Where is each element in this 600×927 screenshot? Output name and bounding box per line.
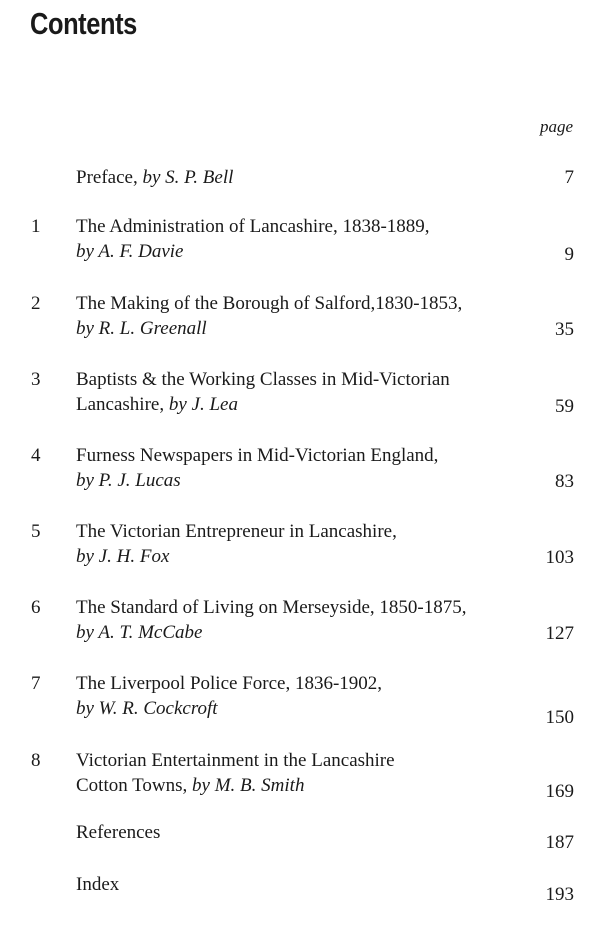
entry-page-number: 187	[545, 832, 574, 853]
entry-title-text: The Making of the Borough of Salford,1830-1853,	[76, 293, 463, 314]
entry-title-text: Index	[76, 874, 120, 895]
entry-title-line	[76, 165, 516, 190]
entry-title	[76, 820, 516, 845]
entry-number: 5	[31, 521, 41, 542]
entry-title-text-2: Lancashire,	[76, 394, 169, 415]
entry-title-text: The Liverpool Police Force, 1836-1902,	[76, 673, 383, 694]
entry-title-line-2	[76, 392, 516, 417]
entry-title	[76, 519, 516, 569]
entry-page-number: 169	[545, 781, 574, 802]
entry-title-text-2: Cotton Towns,	[76, 775, 193, 796]
entry-title-line-2	[76, 316, 516, 341]
entry-number: 4	[31, 445, 41, 466]
entry-title-line-2	[76, 620, 516, 645]
entry-title-line-2	[76, 468, 516, 493]
entry-page-number: 7	[564, 167, 574, 188]
entry-title	[76, 748, 516, 798]
entry-page-number: 193	[545, 884, 574, 905]
entry-page-number: 9	[564, 244, 574, 265]
entry-title-line-2	[76, 696, 516, 721]
entry-author: by W. R. Cockcroft	[76, 698, 218, 719]
entry-title-text: The Victorian Entrepreneur in Lancashire,	[76, 521, 397, 542]
entry-title	[76, 595, 516, 645]
entry-author: by S. P. Bell	[142, 167, 234, 188]
entry-number: 1	[31, 216, 41, 237]
entry-author: by J. H. Fox	[76, 546, 170, 567]
entry-author: by M. B. Smith	[192, 775, 305, 796]
entry-author: by R. L. Greenall	[76, 318, 207, 339]
entry-page-number: 150	[545, 707, 574, 728]
entry-title-line-2	[76, 544, 516, 569]
entry-title	[76, 214, 516, 264]
entry-title-text: Preface,	[76, 167, 143, 188]
entry-title-text: Victorian Entertainment in the Lancashire	[76, 750, 395, 771]
entry-title	[76, 671, 516, 721]
entry-title-text: The Standard of Living on Merseyside, 1850-1875,	[76, 597, 467, 618]
entry-number: 6	[31, 597, 41, 618]
entry-title-text: Furness Newspapers in Mid-Victorian England,	[76, 445, 439, 466]
entry-author: by P. J. Lucas	[76, 470, 181, 491]
entry-title	[76, 872, 516, 897]
entry-title-text: The Administration of Lancashire, 1838-1889,	[76, 216, 430, 237]
entry-number: 7	[31, 673, 41, 694]
entry-page-number: 59	[555, 396, 574, 417]
entry-title	[76, 367, 516, 417]
page-column-label: page	[539, 117, 573, 136]
page-title: Contents	[30, 6, 137, 41]
entry-page-number: 83	[555, 471, 574, 492]
entry-title	[76, 165, 516, 190]
entry-page-number: 127	[545, 623, 574, 644]
entry-title-text: Baptists & the Working Classes in Mid-Victorian	[76, 369, 450, 390]
entry-author: by A. T. McCabe	[76, 622, 203, 643]
entry-title	[76, 443, 516, 493]
entry-page-number: 35	[555, 319, 574, 340]
entry-number: 2	[31, 293, 41, 314]
entry-title-line-2	[76, 239, 516, 264]
entry-number: 8	[31, 750, 41, 771]
entry-title-line-2	[76, 773, 516, 798]
entry-author: by A. F. Davie	[76, 241, 184, 262]
entry-title-text: References	[76, 822, 161, 843]
entry-number: 3	[31, 369, 41, 390]
entry-author: by J. Lea	[168, 394, 238, 415]
entry-page-number: 103	[545, 547, 574, 568]
entry-title	[76, 291, 516, 341]
